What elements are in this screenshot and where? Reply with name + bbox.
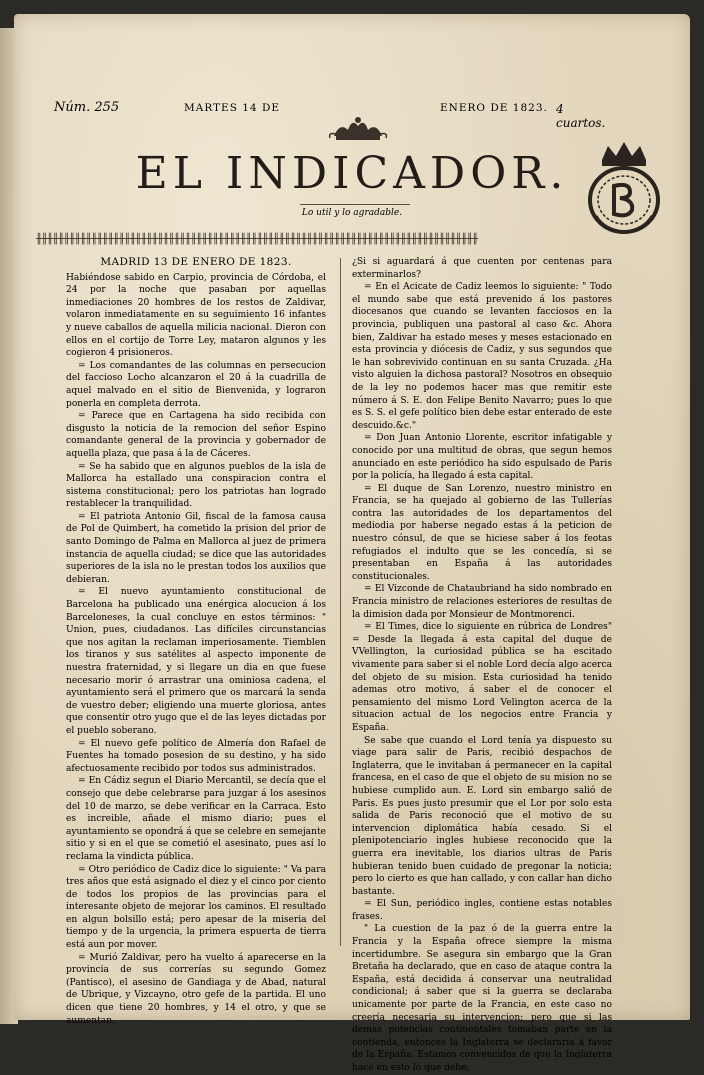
left-column: [66, 256, 326, 1026]
newspaper-title: EL INDICADOR.: [135, 148, 569, 199]
date-month-year: ENERO DE 1823.: [440, 102, 548, 114]
decorative-border: ╫╫╫╫╫╫╫╫╫╫╫╫╫╫╫╫╫╫╫╫╫╫╫╫╫╫╫╫╫╫╫╫╫╫╫╫╫╫╫╫╫╫╫╫╫╫╫╫╫╫╫╫╫╫╫╫╫╫╫╫╫╫╫╫╫╫╫╫╫╫╫╫╫╫╫╫╫╫╫╫: [36, 234, 478, 245]
article-paragraph: = Los comandantes de las columnas en persecucion del faccioso Locho alcanzaron el 20 á la cuadrilla de aquel malvado en el sitio de Bienvenida, y lograron ponerla en completa derrota.: [66, 360, 326, 409]
article-paragraph: = El Vizconde de Chataubriand ha sido nombrado en Francia ministro de relaciones esteriores de resultas de la dimision dada por Monsieur de Montmorenci.: [352, 584, 612, 620]
article-paragraph: = En Cádiz segun el Diario Mercantil, se decía que el consejo que debe celebrarse para juzgar á los asesinos del 10 de marzo, se debe verificar en la Carraca. Esto es increible, añade el mismo diario; pues el ayuntamiento se opondrá á que se celebre en semejante sitio y si en el que se cometió el asesinato, pues así lo reclama la vindicta pública.: [66, 776, 326, 862]
article-paragraph: = Don Juan Antonio Llorente, escritor infatigable y conocido por una multitud de obras, que segun hemos anunciado en este periódico ha sido espulsado de Paris por la policía, ha llegado á esta capital.: [352, 433, 612, 482]
right-column: [352, 256, 612, 1073]
article-paragraph: = El patriota Antonio Gil, fiscal de la famosa causa de Pol de Quimbert, ha cometido la prision del prior de santo Domingo de Palma en Mallorca al juez de primera instancia de aquella ciudad; se dice que las autoridades superiores de la isla no le prestan todos los auxilios que debieran.: [66, 511, 326, 585]
article-paragraph: = El Times, dice lo siguiente en rúbrica de Londres" = Desde la llegada á esta capital del duque de VVellington, la curiosidad pública se ha escitado vivamente para saber si el noble Lord decía algo acerca del objeto de su mision. Esta curiosidad ha tenido ademas otro motivo, á saber el de conocer el pensamiento del mismo Lord Velington acerca de la situacion actual de los negocios entre Francia y España.: [352, 622, 612, 733]
issue-number: Núm. 255: [54, 100, 120, 115]
article-paragraph: = Se ha sabido que en algunos pueblos de la isla de Mallorca ha estallado una conspiracion contra el sistema constitucional; pero los patriotas han logrado restablecer la tranquilidad.: [66, 461, 326, 510]
article-paragraph: = El nuevo gefe político de Almería don Rafael de Fuentes ha tomado posesion de su destino, y ha sido afectuosamente recibido por todos sus administrados.: [66, 738, 326, 774]
date-weekday: MARTES 14 DE: [184, 102, 281, 114]
dateline: MADRID 13 DE ENERO DE 1823.: [100, 256, 292, 268]
article-paragraph: " La cuestion de la paz ó de la guerra entre la Francia y la España ofrece siempre la misma incertidumbre. Se asegura sin embargo que la Gran Bretaña ha declarado, que en caso de ataque contra la España, está decidida á conservar una neutralidad condicional; á saber que si la guerra se declaraba unicamente por parte de la Francia, en este caso no creería necesaria su intervencion; pero que si las demas potencias continentales tomaban parte en la contienda, entonces la Inglaterra se declararía á favor de la España. Estamos convencidos de que la Inglaterra hace en esto lo que debe;: [352, 924, 612, 1073]
article-paragraph: = Parece que en Cartagena ha sido recibida con disgusto la noticia de la remocion del señor Espino comandante general de la provincia y gobernador de aquella plaza, que pasa á la de Cáceres.: [66, 411, 326, 459]
motto-rule: [300, 204, 410, 205]
article-paragraph: = Otro periódico de Cadiz dice lo siguiente: " Va para tres años que está asignado el diez y el cinco por ciento de todos los propios de las provincias para el interesante objeto de mejorar los caminos. El resultado en algun bolsillo está; pero apesar de la miseria del tiempo y de la urgencia, la primera espuerta de tierra está aun por mover.: [66, 864, 326, 951]
article-paragraph: = El duque de San Lorenzo, nuestro ministro en Francia, se ha quejado al gobierno de las Tullerías contra las autoridades de los departamentos del mediodia por haberse negado estas á la peticion de nuestro cónsul, de que se hiciese saber á los feotas refugiados el indulto que se les concedía, si se presentaban en España á las autoridades constitucionales.: [352, 483, 612, 582]
article-paragraph: = En el Acicate de Cadiz leemos lo siguiente: " Todo el mundo sabe que está prevenido á los pastores diocesanos que cuando se levanten facciosos en la provincia, publiquen una pastoral al caso &c. Ahora bien, Zaldivar ha estado meses y meses estacionado en esta provincia y diócesis de Cadiz, y sus segundos que le han sobrevivido continuan en su santa Cruzada. ¿Ha visto alguien la dichosa pastoral? Nosotros en obsequio de la ley no podemos hacer mas que remitir este número á S. E. don Felipe Benito Navarro; pues lo que es S. S. el gefe político bien debe estar enterado de este descuido.&c.": [352, 282, 612, 431]
issue-price: 4 cuartos.: [556, 102, 606, 130]
article-paragraph: ¿Si si aguardará á que cuenten por centenas para exterminarlos?: [352, 257, 612, 280]
article-paragraph: = Murió Zaldivar, pero ha vuelto á aparecerse en la provincia de sus correrías su segundo Gomez (Pantisco), el asesino de Gandiaga y de Abad, natural de Ubrique, y Vizcayno, otro gefe de la partida. El uno dicen que tiene 20 hombres, y 14 el otro, y que se aumentan.: [66, 952, 326, 1026]
article-paragraph: = El nuevo ayuntamiento constitucional de Barcelona ha publicado una enérgica alocucion á los Barceloneses, la cual concluye en estos términos: " Union, pues, ciudadanos. Las difíciles circunstancias que nos agitan la reclaman imperiosamente. Tiemblen los tiranos y sus satélites al aspecto imponente de nuestra fraternidad, y si llegare un dia en que fuese necesario morir ó arrastrar una ominiosa cadena, el ayuntamiento será el primero que os marcará la senda de vuestro deber; eligiendo una muerte gloriosa, antes que consentir otro yugo que el de las leyes dictadas por el pueblo soberano.: [66, 587, 326, 736]
crown-ornament-icon: [330, 114, 386, 144]
article-paragraph: Habiéndose sabido en Carpio, provincia de Córdoba, el 24 por la noche que pasaban por aquellas inmediaciones 20 hombres de los restos de Zaldivar, volaron inmediatamente en su seguimiento 16 infantes y nueve caballos de aquella milicia nacional. Dieron con ellos en el cortijo de Torre Ley, mataron algunos y les cogieron 4 prisioneros.: [66, 272, 326, 359]
newspaper-motto: Lo util y lo agradable.: [301, 208, 403, 218]
royal-seal-stamp: [584, 138, 664, 238]
column-divider: [340, 258, 341, 946]
article-paragraph: Se sabe que cuando el Lord tenía ya dispuesto su viage para salir de Paris, recibió despachos de Inglaterra, que le invitaban á permanecer en la capital francesa, en el caso de que el objeto de su mision no se hubiese cumplido aun. E. Lord sin embargo salió de Paris. Es pues justo presumir que el Lor por solo esta salida de Paris reconoció que el motivo de su intervencion diplomática había cesado. Si el plenipotenciario ingles hubiese reconocido que la guerra era inevitable, los diarios ultras de Paris hubieran tenido buen cuidado de pregonar la noticia; pero lo cierto es que han callado, y con callar han dicho bastante.: [352, 735, 612, 897]
article-paragraph: = El Sun, periódico ingles, contiene estas notables frases.: [352, 899, 612, 922]
